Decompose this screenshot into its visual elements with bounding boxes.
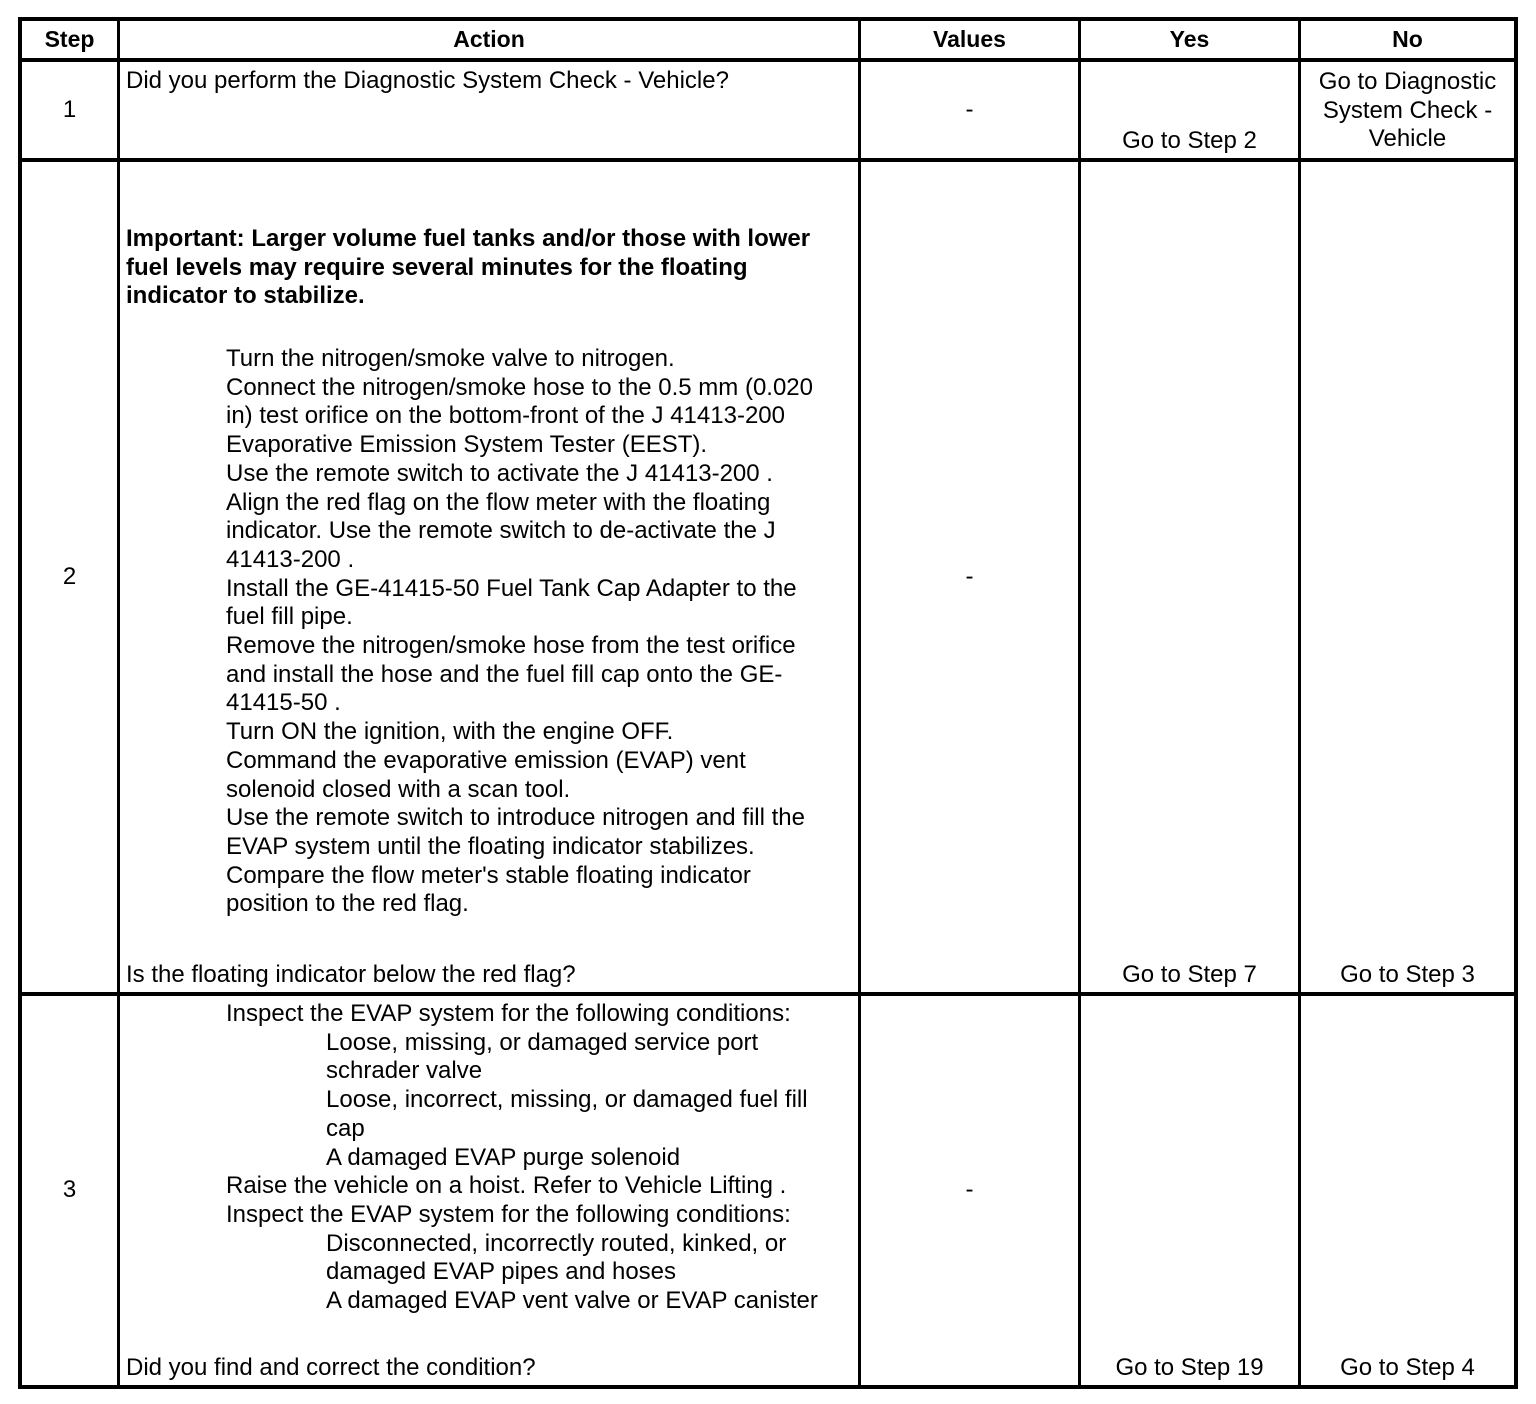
procedure-subline: Disconnected, incorrectly routed, kinked, or [326,1229,787,1257]
procedure-line: Compare the flow meter's stable floating indicator [226,861,751,889]
procedure-line: in) test orifice on the bottom-front of the J 41413-200 [226,402,785,430]
header-no: No [1392,26,1423,53]
procedure-line: Turn ON the ignition, with the engine OFF. [226,718,674,746]
procedure-list [226,345,813,919]
procedure-line: solenoid closed with a scan tool. [226,775,571,803]
step-number: 1 [62,95,77,123]
procedure-line: Install the GE-41415-50 Fuel Tank Cap Adapter to the [226,574,797,602]
procedure-subline: Loose, incorrect, missing, or damaged fuel fill [326,1086,808,1114]
procedure-list [226,1000,818,1316]
action-question: Is the floating indicator below the red flag? [126,961,576,989]
header-row [22,21,1514,62]
procedure-line: Align the red flag on the flow meter with the floating [226,488,771,516]
action-question: Did you perform the Diagnostic System Check - Vehicle? [126,67,729,94]
diagnostic-table [18,17,1518,1389]
procedure-line: Raise the vehicle on a hoist. Refer to Vehicle Lifting . [226,1172,787,1200]
procedure-line: Use the remote switch to introduce nitrogen and fill the [226,804,805,832]
procedure-line: 41415-50 . [226,689,341,717]
procedure-line: Connect the nitrogen/smoke hose to the 0.5 mm (0.020 [226,373,814,401]
procedure-line: position to the red flag. [226,890,469,918]
no-link[interactable]: Go to Step 3 [1340,961,1475,989]
procedure-line: and install the hose and the fuel fill cap onto the GE- [226,660,783,688]
header-step: Step [44,26,95,53]
procedure-subline: Loose, missing, or damaged service port [326,1028,759,1056]
procedure-subline: A damaged EVAP purge solenoid [326,1143,681,1171]
procedure-line: fuel fill pipe. [226,603,353,631]
yes-link[interactable]: Go to Step 19 [1115,1354,1264,1382]
step-number: 2 [62,562,77,590]
yes-link[interactable]: Go to Step 2 [1122,127,1257,155]
procedure-line: EVAP system until the floating indicator stabilizes. [226,832,755,860]
yes-link[interactable]: Go to Step 7 [1122,961,1257,989]
action-question: Did you find and correct the condition? [126,1354,536,1382]
procedure-line: Turn the nitrogen/smoke valve to nitrogen. [226,345,675,372]
procedure-subline: A damaged EVAP vent valve or EVAP canister [326,1287,818,1315]
procedure-subline: cap [326,1114,365,1142]
no-link[interactable] [1301,62,1514,158]
action-cell [120,62,858,158]
procedure-subline: damaged EVAP pipes and hoses [326,1258,677,1286]
values-cell: - [965,562,974,590]
procedure-line: Inspect the EVAP system for the following conditions: [226,1200,791,1228]
procedure-line: Use the remote switch to activate the J 41413-200 . [226,459,773,487]
step-number: 3 [62,1176,77,1204]
procedure-line: 41413-200 . [226,545,355,573]
important-line: fuel levels may require several minutes for the floating [126,253,748,281]
procedure-line: Inspect the EVAP system for the following conditions: [226,1000,791,1027]
procedure-line: Command the evaporative emission (EVAP) vent [226,746,746,774]
action-cell [120,996,858,1385]
header-yes: Yes [1169,26,1210,53]
procedure-line: Remove the nitrogen/smoke hose from the test orifice [226,632,796,660]
action-cell [120,162,858,992]
values-cell: - [965,1176,974,1204]
no-link-line: Go to Diagnostic [1318,68,1497,95]
table-row-3 [22,996,1514,1385]
procedure-line: Evaporative Emission System Tester (EEST). [226,431,708,459]
values-cell: - [965,95,974,123]
procedure-subline: schrader valve [326,1057,483,1085]
procedure-line: indicator. Use the remote switch to de-activate the J [226,517,776,545]
no-link-line: System Check - [1322,96,1493,124]
no-link-line: Vehicle [1368,125,1447,153]
important-note [126,225,810,311]
table-row-2 [22,162,1514,996]
table-row-1 [22,62,1514,162]
header-values: Values [933,26,1006,53]
important-line: indicator to stabilize. [126,282,365,310]
important-line: Important: Larger volume fuel tanks and/or those with lower [126,225,811,252]
header-action: Action [453,26,525,53]
no-link[interactable]: Go to Step 4 [1340,1354,1475,1382]
